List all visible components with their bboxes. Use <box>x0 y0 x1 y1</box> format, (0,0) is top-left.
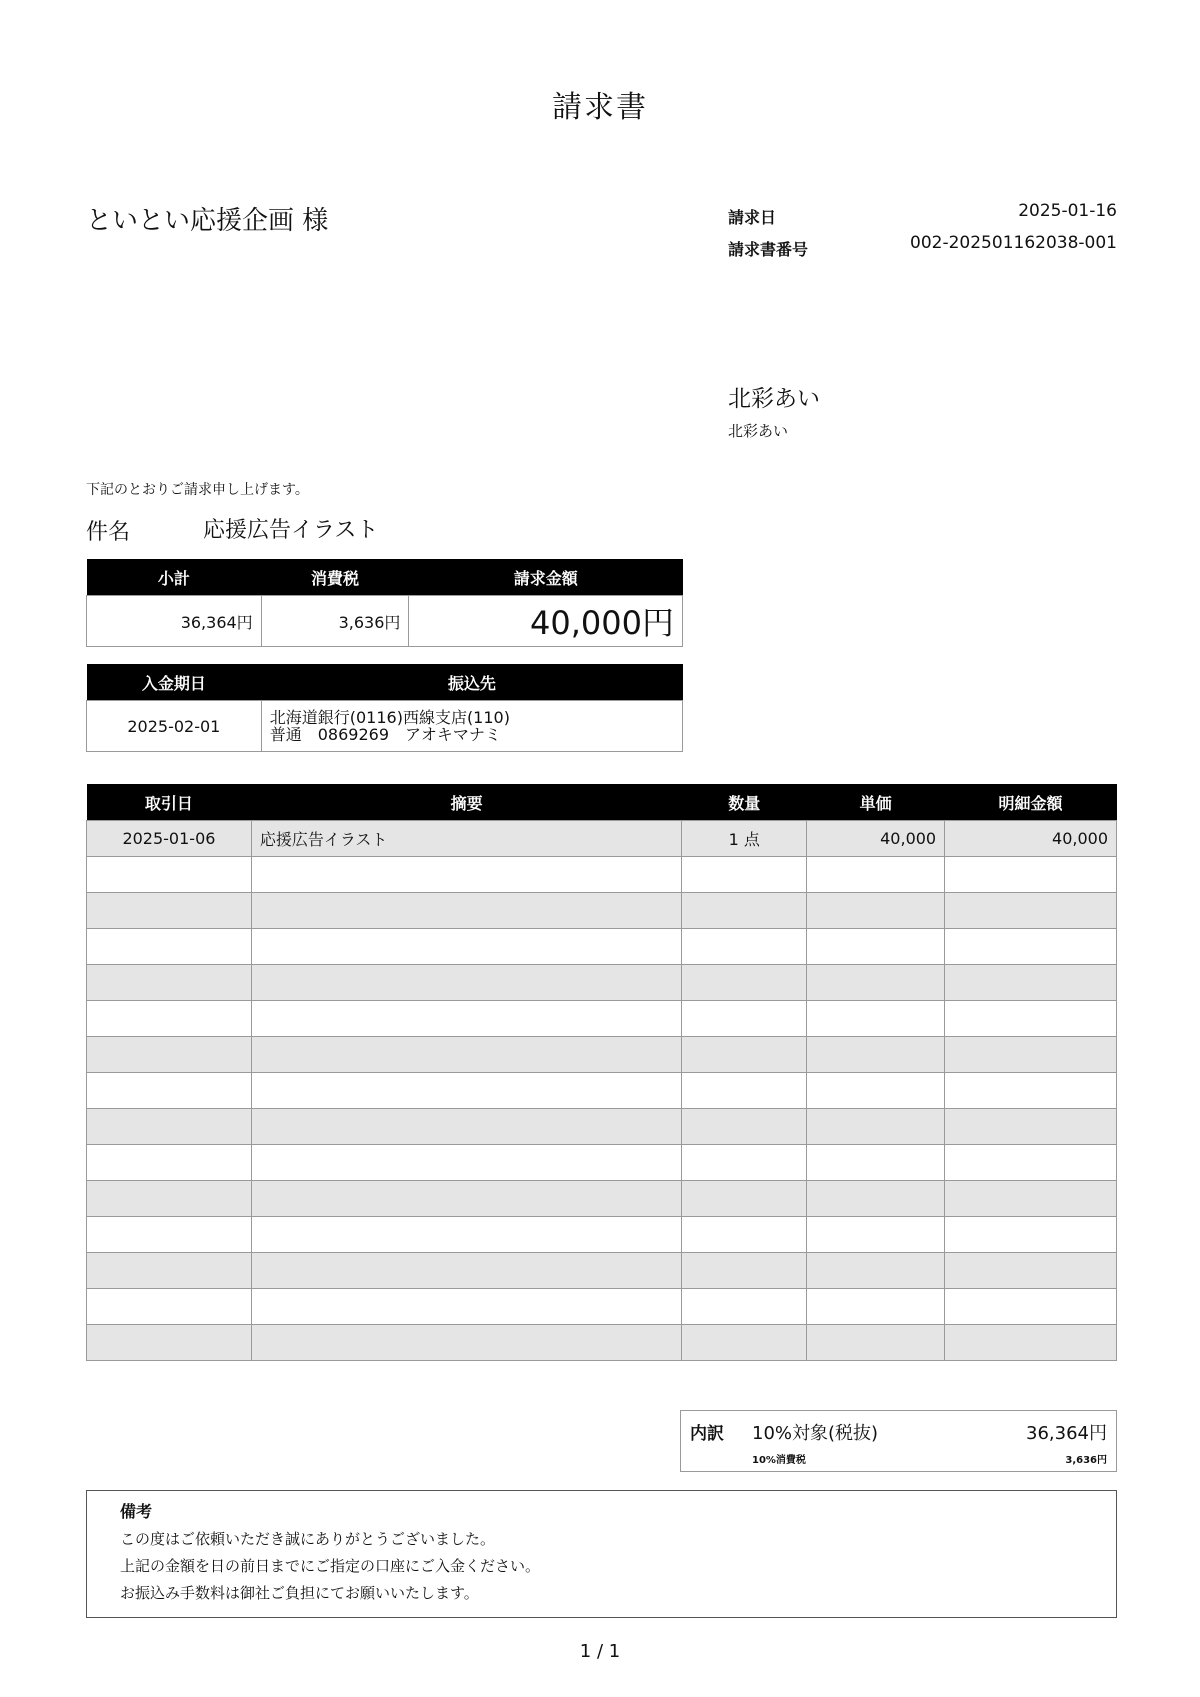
remarks-line-3: お振込み手数料は御社ご負担にてお願いいたします。 <box>120 1584 479 1602</box>
empty-cell <box>251 929 681 965</box>
empty-cell <box>682 929 807 965</box>
empty-cell <box>945 1145 1117 1181</box>
col-amount-header: 明細金額 <box>945 784 1117 821</box>
empty-cell <box>807 1253 945 1289</box>
empty-cell <box>682 1253 807 1289</box>
empty-cell <box>945 1001 1117 1037</box>
greeting-text: 下記のとおりご請求申し上げます。 <box>86 482 309 498</box>
subtotal-header: 小計 <box>87 559 262 596</box>
empty-cell <box>682 857 807 893</box>
due-date-header: 入金期日 <box>87 664 262 701</box>
row-description: 応援広告イラスト <box>251 821 681 857</box>
empty-cell <box>945 1217 1117 1253</box>
remarks-line-2: 上記の金額を日の前日までにご指定の口座にご入金ください。 <box>120 1557 541 1575</box>
empty-cell <box>251 1289 681 1325</box>
empty-cell <box>87 1037 252 1073</box>
tax-header: 消費税 <box>261 559 409 596</box>
due-date-value: 2025-02-01 <box>87 701 262 752</box>
empty-cell <box>682 1181 807 1217</box>
bank-line-2: 普通 0869269 アオキマナミ <box>269 725 501 744</box>
bank-header: 振込先 <box>261 664 682 701</box>
empty-cell <box>682 1217 807 1253</box>
col-unit-price-header: 単価 <box>807 784 945 821</box>
page-number: 1 / 1 <box>579 1641 621 1662</box>
empty-cell <box>87 1109 252 1145</box>
empty-cell <box>87 1073 252 1109</box>
invoice-number-label: 請求書番号 <box>728 240 809 259</box>
empty-cell <box>807 929 945 965</box>
empty-cell <box>945 1181 1117 1217</box>
breakdown-taxable-label: 10%対象(税抜) <box>752 1423 879 1444</box>
empty-cell <box>682 1037 807 1073</box>
empty-cell <box>251 1109 681 1145</box>
empty-cell <box>251 965 681 1001</box>
items-table <box>86 784 1117 1361</box>
table-row <box>87 1145 1117 1181</box>
table-row <box>87 893 1117 929</box>
empty-cell <box>87 1289 252 1325</box>
empty-cell <box>682 1145 807 1181</box>
empty-cell <box>87 1181 252 1217</box>
empty-cell <box>682 893 807 929</box>
empty-cell <box>807 965 945 1001</box>
payment-table <box>86 664 683 752</box>
breakdown-tax-value: 3,636円 <box>1065 1455 1107 1466</box>
empty-cell <box>682 1325 807 1361</box>
total-header: 請求金額 <box>409 559 683 596</box>
empty-cell <box>807 857 945 893</box>
empty-cell <box>251 1001 681 1037</box>
empty-cell <box>945 1289 1117 1325</box>
empty-cell <box>945 965 1117 1001</box>
empty-cell <box>807 893 945 929</box>
row-quantity: 1 点 <box>682 821 807 857</box>
subtotal-value: 36,364円 <box>87 596 262 647</box>
empty-cell <box>807 1289 945 1325</box>
breakdown-label: 内訳 <box>690 1424 724 1444</box>
table-row <box>87 1325 1117 1361</box>
empty-cell <box>251 1037 681 1073</box>
subject-label: 件名 <box>86 520 131 545</box>
empty-cell <box>807 1001 945 1037</box>
remarks-title: 備考 <box>120 1502 153 1521</box>
total-amount: 40,000円 <box>409 596 683 647</box>
invoice-number: 002-202501162038-001 <box>910 233 1117 253</box>
empty-cell <box>87 1145 252 1181</box>
table-row <box>87 1253 1117 1289</box>
empty-cell <box>251 893 681 929</box>
breakdown-tax-label: 10%消費税 <box>752 1455 806 1466</box>
empty-cell <box>87 1001 252 1037</box>
summary-table <box>86 559 683 647</box>
bank-details <box>261 701 682 752</box>
empty-cell <box>87 1253 252 1289</box>
empty-cell <box>87 929 252 965</box>
table-row <box>87 1217 1117 1253</box>
empty-cell <box>682 1109 807 1145</box>
issue-date: 2025-01-16 <box>1018 201 1117 221</box>
table-row <box>87 929 1117 965</box>
col-date-header: 取引日 <box>87 784 252 821</box>
empty-cell <box>251 1073 681 1109</box>
issue-date-label: 請求日 <box>728 208 777 227</box>
remarks-box <box>86 1490 1117 1618</box>
bank-line-1: 北海道銀行(0116)西線支店(110) <box>269 708 510 727</box>
empty-cell <box>945 1325 1117 1361</box>
empty-cell <box>87 857 252 893</box>
row-date: 2025-01-06 <box>87 821 252 857</box>
table-row <box>87 1181 1117 1217</box>
remarks-line-1: この度はご依頼いただき誠にありがとうございました。 <box>120 1530 496 1548</box>
table-row <box>87 1289 1117 1325</box>
empty-cell <box>945 1037 1117 1073</box>
empty-cell <box>87 965 252 1001</box>
client-name: といとい応援企画 様 <box>86 206 329 236</box>
empty-cell <box>945 1109 1117 1145</box>
row-amount: 40,000 <box>945 821 1117 857</box>
empty-cell <box>807 1037 945 1073</box>
empty-cell <box>682 965 807 1001</box>
col-description-header: 摘要 <box>251 784 681 821</box>
empty-cell <box>945 893 1117 929</box>
issuer-subname: 北彩あい <box>728 422 789 440</box>
empty-cell <box>807 1181 945 1217</box>
empty-cell <box>251 1181 681 1217</box>
row-unit-price: 40,000 <box>807 821 945 857</box>
empty-cell <box>682 1001 807 1037</box>
table-row <box>87 857 1117 893</box>
document-title: 請求書 <box>552 90 648 125</box>
empty-cell <box>945 1073 1117 1109</box>
empty-cell <box>87 893 252 929</box>
table-row <box>87 1073 1117 1109</box>
table-row <box>87 965 1117 1001</box>
empty-cell <box>945 929 1117 965</box>
empty-cell <box>807 1145 945 1181</box>
empty-cell <box>87 1217 252 1253</box>
empty-cell <box>251 1217 681 1253</box>
empty-cell <box>251 1325 681 1361</box>
empty-cell <box>682 1289 807 1325</box>
empty-cell <box>807 1217 945 1253</box>
tax-breakdown-box <box>680 1410 1117 1472</box>
empty-cell <box>251 1145 681 1181</box>
empty-cell <box>807 1073 945 1109</box>
empty-cell <box>807 1109 945 1145</box>
empty-cell <box>945 1253 1117 1289</box>
empty-cell <box>682 1073 807 1109</box>
empty-cell <box>87 1325 252 1361</box>
table-row <box>87 1001 1117 1037</box>
col-quantity-header: 数量 <box>682 784 807 821</box>
table-row <box>87 1037 1117 1073</box>
empty-cell <box>251 857 681 893</box>
issuer-name: 北彩あい <box>728 386 820 412</box>
breakdown-taxable-value: 36,364円 <box>1026 1423 1107 1444</box>
empty-cell <box>807 1325 945 1361</box>
subject-value: 応援広告イラスト <box>203 518 379 543</box>
tax-value: 3,636円 <box>261 596 409 647</box>
empty-cell <box>945 857 1117 893</box>
table-row <box>87 821 1117 857</box>
table-row <box>87 1109 1117 1145</box>
empty-cell <box>251 1253 681 1289</box>
